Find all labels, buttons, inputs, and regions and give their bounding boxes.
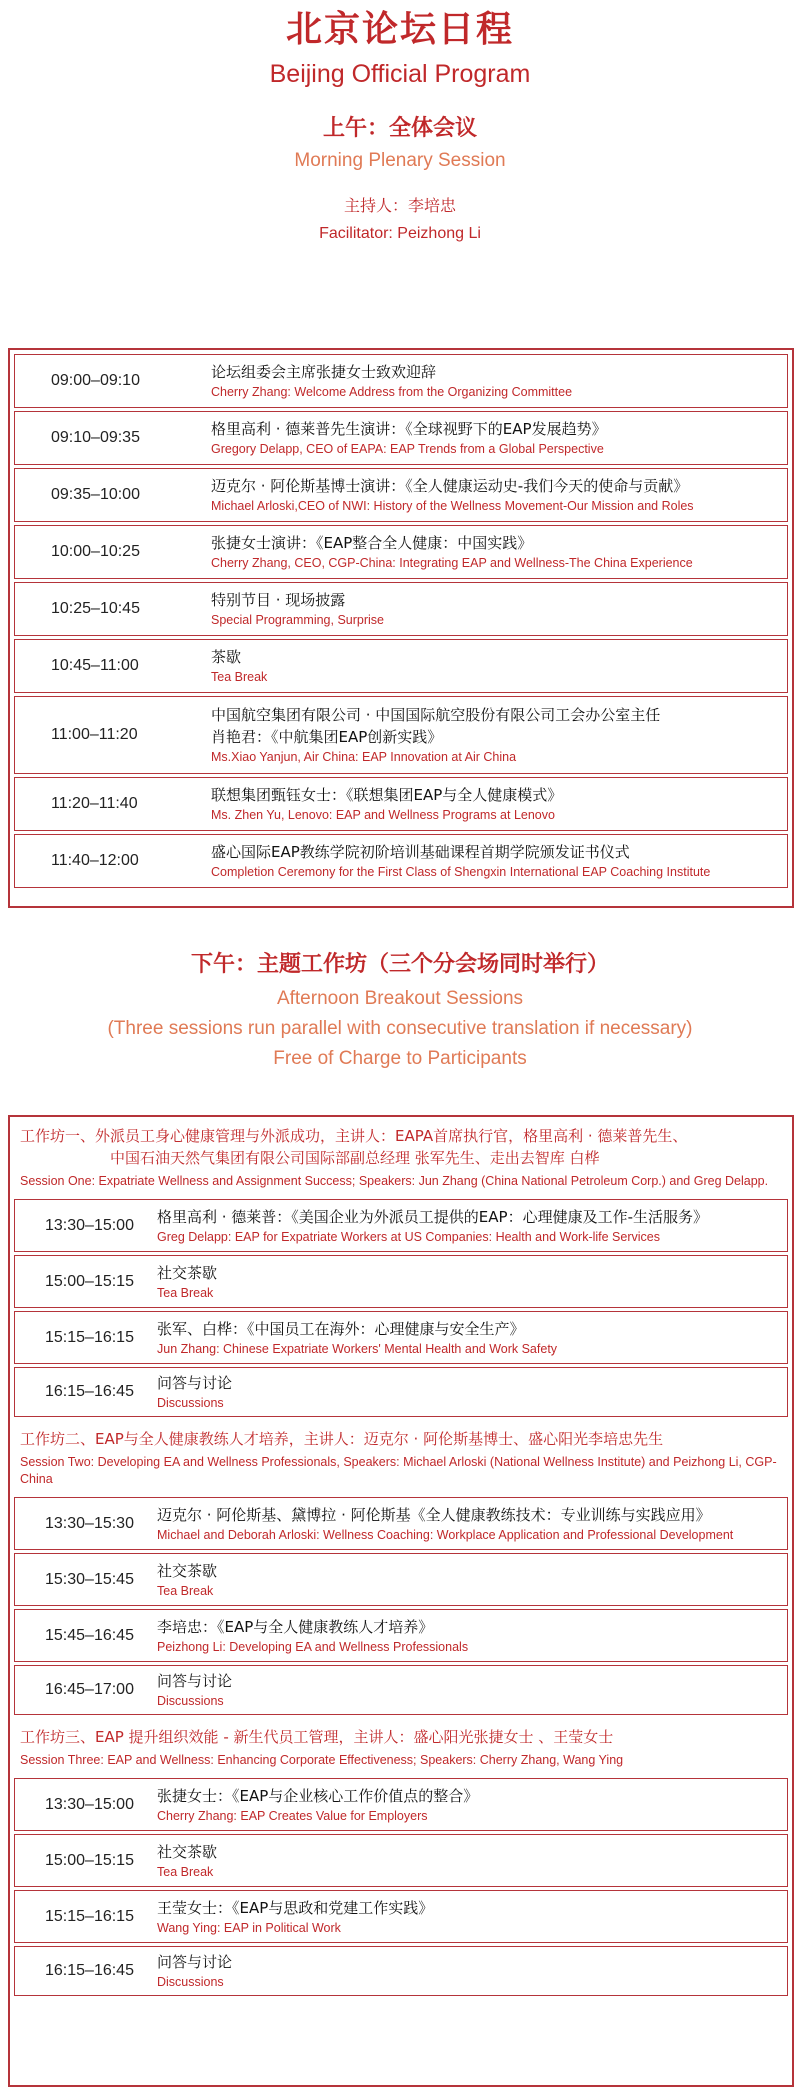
schedule-time: 09:35–10:00 — [51, 486, 140, 503]
morning-title-en: Morning Plenary Session — [294, 150, 506, 171]
schedule-title-cn: 社交茶歇 — [157, 1561, 218, 1580]
schedule-title-en: Michael and Deborah Arloski: Wellness Coaching: Workplace Application and Professional Development — [157, 1527, 734, 1542]
schedule-title-cn: 格里高利 · 德莱普：《美国企业为外派员工提供的EAP：心理健康及工作-生活服务》 — [157, 1207, 709, 1226]
schedule-title-cn: 张军、白桦：《中国员工在海外：心理健康与安全生产》 — [157, 1319, 525, 1338]
schedule-row — [14, 1778, 788, 1831]
afternoon-schedule-box — [8, 1115, 794, 2087]
morning-host-en: Facilitator: Peizhong Li — [319, 225, 481, 242]
schedule-title-cn: 王莹女士：《EAP与思政和党建工作实践》 — [157, 1898, 434, 1917]
schedule-title-cn: 论坛组委会主席张捷女士致欢迎辞 — [211, 363, 437, 381]
schedule-row — [14, 777, 788, 831]
schedule-time: 11:20–11:40 — [51, 795, 138, 812]
schedule-title-en: Wang Ying: EAP in Political Work — [157, 1920, 341, 1935]
schedule-time: 10:00–10:25 — [51, 543, 140, 560]
schedule-title-cn: 张捷女士演讲：《EAP整合全人健康：中国实践》 — [211, 534, 533, 552]
schedule-time: 09:00–09:10 — [51, 372, 140, 389]
schedule-time: 15:45–16:45 — [45, 1626, 134, 1644]
schedule-time: 09:10–09:35 — [51, 429, 140, 446]
schedule-row — [14, 468, 788, 522]
workshop-header — [10, 1117, 792, 1196]
schedule-time: 16:15–16:45 — [45, 1383, 134, 1400]
workshop-header — [10, 1718, 792, 1775]
schedule-row — [14, 411, 788, 465]
schedule-time: 10:25–10:45 — [51, 600, 140, 617]
afternoon-title-en: Afternoon Breakout Sessions — [276, 988, 524, 1009]
schedule-title-en: Greg Delapp: EAP for Expatriate Workers at US Companies: Health and Work-life Services — [157, 1229, 660, 1244]
schedule-title-cn: 中国航空集团有限公司 · 中国国际航空股份有限公司工会办公室主任 — [211, 706, 661, 724]
afternoon-header — [0, 952, 800, 1070]
morning-schedule-box — [8, 348, 794, 908]
workshop-title-cn: 工作坊二、EAP与全人健康教练人才培养，主讲人：迈克尔 · 阿伦斯基博士、盛心阳光李培忠先生 — [20, 1430, 664, 1448]
schedule-title-cn: 格里高利 · 德莱普先生演讲：《全球视野下的EAP发展趋势》 — [211, 420, 607, 438]
schedule-row — [14, 834, 788, 888]
schedule-title-en: Discussions — [157, 1694, 224, 1708]
afternoon-note-en: Free of Charge to Participants — [273, 1048, 527, 1069]
schedule-title-en: Ms. Zhen Yu, Lenovo: EAP and Wellness Programs at Lenovo — [211, 808, 555, 822]
schedule-title-en: Discussions — [157, 1396, 224, 1410]
schedule-row — [14, 1665, 788, 1715]
afternoon-subtitle-en: (Three sessions run parallel with consecutive translation if necessary) — [107, 1018, 693, 1039]
schedule-title-cn: 联想集团甄钰女士：《联想集团EAP与全人健康模式》 — [211, 786, 563, 804]
schedule-row — [14, 354, 788, 408]
schedule-title-en: Gregory Delapp, CEO of EAPA: EAP Trends from a Global Perspective — [211, 442, 604, 456]
schedule-title-cn: 特别节目 · 现场披露 — [211, 591, 346, 609]
schedule-row — [14, 1609, 788, 1662]
schedule-time: 15:00–15:15 — [45, 1851, 134, 1869]
schedule-title-cn: 问答与讨论 — [157, 1374, 233, 1392]
schedule-title-cn: 盛心国际EAP教练学院初阶培训基础课程首期学院颁发证书仪式 — [211, 843, 630, 861]
workshop-title-en: Session One: Expatriate Wellness and Assignment Success; Speakers: Jun Zhang (China National Petroleum Corp.) and Greg Delapp. — [20, 1174, 769, 1188]
schedule-row — [14, 1834, 788, 1887]
afternoon-title-cn: 下午：主题工作坊（三个分会场同时举行） — [190, 952, 609, 977]
schedule-title-en: Cherry Zhang: Welcome Address from the Organizing Committee — [211, 385, 573, 399]
schedule-title-cn: 李培忠：《EAP与全人健康教练人才培养》 — [157, 1617, 434, 1636]
schedule-row — [14, 1199, 788, 1252]
header — [0, 0, 800, 244]
schedule-title-en: Cherry Zhang: EAP Creates Value for Employers — [157, 1808, 428, 1823]
schedule-row — [14, 1367, 788, 1417]
schedule-time: 11:40–12:00 — [51, 852, 139, 869]
schedule-title-en: Tea Break — [157, 1864, 214, 1879]
schedule-row — [14, 639, 788, 693]
schedule-row — [14, 1497, 788, 1550]
schedule-time: 11:00–11:20 — [51, 726, 138, 743]
schedule-row — [14, 1311, 788, 1364]
schedule-title-cn: 问答与讨论 — [157, 1672, 233, 1690]
schedule-time: 10:45–11:00 — [51, 657, 139, 674]
schedule-title-cn: 迈克尔 · 阿伦斯基、黛博拉 · 阿伦斯基《全人健康教练技术：专业训练与实践应用》 — [157, 1505, 711, 1524]
schedule-title-cn: 茶歇 — [211, 648, 242, 666]
morning-host-cn: 主持人：李培忠 — [343, 196, 456, 215]
schedule-time: 13:30–15:00 — [45, 1795, 134, 1813]
schedule-row — [14, 1890, 788, 1943]
workshop-title-en: Session Three: EAP and Wellness: Enhancing Corporate Effectiveness; Speakers: Cherry Zhang, Wang Ying — [20, 1753, 624, 1767]
schedule-row — [14, 1553, 788, 1606]
schedule-time: 15:30–15:45 — [45, 1570, 134, 1588]
schedule-title-en: Tea Break — [157, 1583, 214, 1598]
schedule-row — [14, 582, 788, 636]
schedule-time: 15:15–16:15 — [45, 1907, 134, 1925]
schedule-time: 13:30–15:00 — [45, 1216, 134, 1234]
schedule-row — [14, 1255, 788, 1308]
schedule-title-en: Tea Break — [157, 1285, 214, 1300]
page-title-en: Beijing Official Program — [269, 60, 531, 88]
page-title-cn: 北京论坛日程 — [285, 9, 514, 50]
schedule-title-en: Completion Ceremony for the First Class of Shengxin International EAP Coaching Institute — [211, 865, 711, 879]
schedule-title-cn: 社交茶歇 — [157, 1263, 218, 1282]
morning-title-cn: 上午：全体会议 — [322, 116, 477, 141]
workshop-header — [10, 1420, 792, 1494]
schedule-title-cn: 社交茶歇 — [157, 1842, 218, 1861]
schedule-title-en: Discussions — [157, 1975, 224, 1989]
schedule-title-en: Cherry Zhang, CEO, CGP-China: Integrating EAP and Wellness-The China Experience — [211, 556, 693, 570]
schedule-title-en: Peizhong Li: Developing EA and Wellness Professionals — [157, 1639, 469, 1654]
workshop-title-en: Session Two: Developing EA and Wellness Professionals, Speakers: Michael Arloski (National Wellness Institute) and Peizhong Li, CGP-China — [20, 1455, 777, 1486]
schedule-title-en: Special Programming, Surprise — [211, 613, 384, 627]
schedule-row — [14, 1946, 788, 1996]
workshop-title-cn: 工作坊三、EAP 提升组织效能 - 新生代员工管理，主讲人：盛心阳光张捷女士 、王莹女士 — [20, 1728, 614, 1746]
schedule-title-en: Tea Break — [211, 670, 268, 684]
schedule-title-en: Jun Zhang: Chinese Expatriate Workers' Mental Health and Work Safety — [157, 1341, 558, 1356]
workshop-title-cn: 工作坊一、外派员工身心健康管理与外派成功，主讲人：EAPA首席执行官，格里高利 · 德莱普先生、 中国石油天然气集团有限公司国际部副总经理 张军先生、走出去智库 白桦 — [20, 1127, 688, 1167]
schedule-time: 13:30–15:30 — [45, 1514, 134, 1532]
schedule-title-cn: 问答与讨论 — [157, 1953, 233, 1971]
schedule-row — [14, 696, 788, 774]
schedule-title-cn-line2: 肖艳君：《中航集团EAP创新实践》 — [211, 728, 443, 746]
schedule-time: 16:45–17:00 — [45, 1681, 134, 1698]
schedule-title-cn: 张捷女士：《EAP与企业核心工作价值点的整合》 — [157, 1786, 479, 1805]
schedule-time: 15:15–16:15 — [45, 1328, 134, 1346]
schedule-title-en: Michael Arloski,CEO of NWI: History of the Wellness Movement-Our Mission and Roles — [211, 499, 694, 513]
schedule-time: 15:00–15:15 — [45, 1272, 134, 1290]
schedule-title-cn: 迈克尔 · 阿伦斯基博士演讲：《全人健康运动史-我们今天的使命与贡献》 — [211, 477, 689, 495]
schedule-title-en: Ms.Xiao Yanjun, Air China: EAP Innovation at Air China — [211, 750, 517, 764]
schedule-time: 16:15–16:45 — [45, 1962, 134, 1979]
schedule-row — [14, 525, 788, 579]
